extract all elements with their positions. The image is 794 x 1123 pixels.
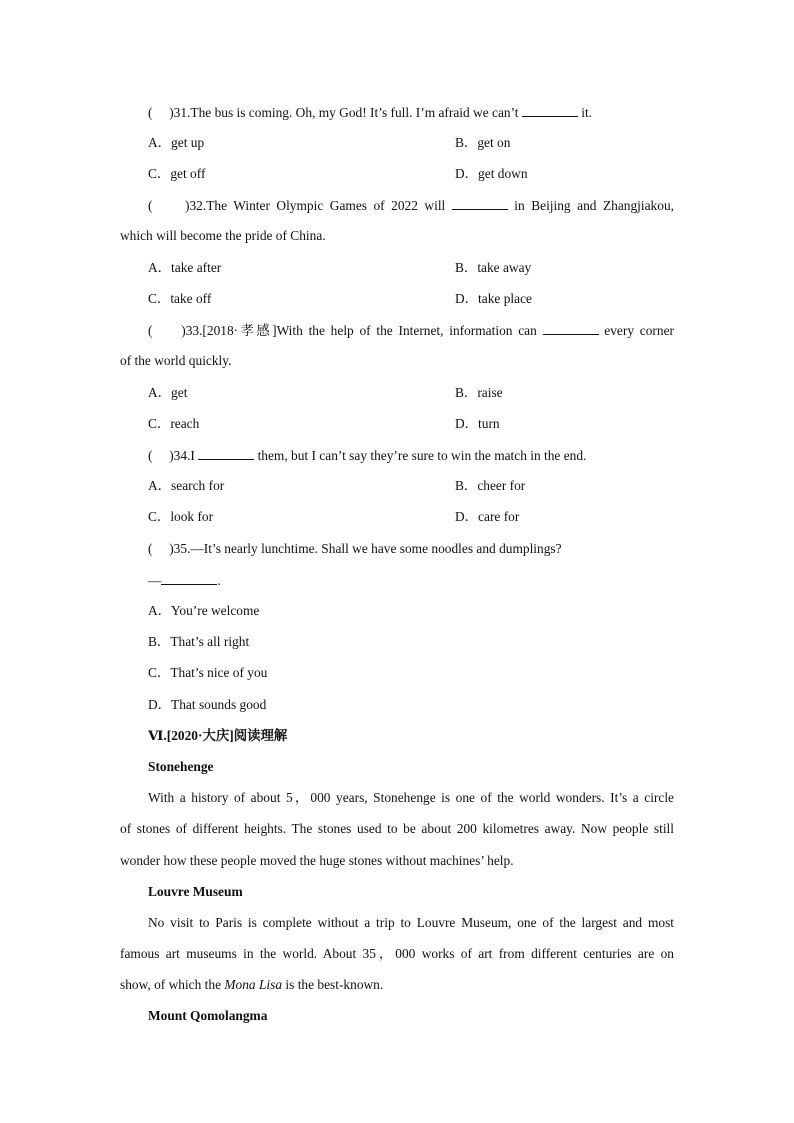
answer-blank xyxy=(161,570,217,585)
option-d: D．That sounds good xyxy=(148,697,267,712)
answer-paren: ( ) xyxy=(148,105,174,120)
option-c: C．look for xyxy=(148,509,214,524)
option-b: B．cheer for xyxy=(455,478,526,493)
answer-paren: ( ) xyxy=(148,448,174,463)
answer-paren: ( ) xyxy=(148,323,186,338)
option-a: A．get xyxy=(148,385,188,400)
question-33-stem-line2: of the world quickly. xyxy=(120,353,232,368)
question-31-stem: ( )31.The bus is coming. Oh, my God! It’s full. I’m afraid we can’t it. xyxy=(148,102,592,123)
section-heading: Ⅵ.[2020·大庆]阅读理解 xyxy=(148,728,288,743)
option-c: C．That’s nice of you xyxy=(148,665,268,680)
passage-line: show, of which the Mona Lisa is the best-known. xyxy=(120,977,384,992)
option-c: C．take off xyxy=(148,291,212,306)
passage-line: No visit to Paris is complete without a trip to Louvre Museum, one of the largest and most xyxy=(148,915,674,930)
option-b: B．take away xyxy=(455,260,532,275)
option-a: A．search for xyxy=(148,478,225,493)
option-a: A．take after xyxy=(148,260,222,275)
option-d: D．care for xyxy=(455,509,520,524)
option-c: C．reach xyxy=(148,416,200,431)
passage-line: With a history of about 5，000 years, Stonehenge is one of the world wonders. It’s a circle xyxy=(148,790,674,805)
passage-title-stonehenge: Stonehenge xyxy=(148,759,214,774)
option-b: B．get on xyxy=(455,135,511,150)
answer-paren: ( ) xyxy=(148,198,190,213)
answer-blank xyxy=(543,320,599,335)
option-b: B．raise xyxy=(455,385,503,400)
answer-blank xyxy=(522,102,578,117)
question-32-stem: ( )32.The Winter Olympic Games of 2022 will in Beijing and Zhangjiakou, xyxy=(148,195,674,216)
option-b: B．That’s all right xyxy=(148,634,250,649)
answer-paren: ( ) xyxy=(148,541,174,556)
artwork-title: Mona Lisa xyxy=(224,977,283,992)
answer-blank xyxy=(452,195,508,210)
question-34-stem: ( )34.I them, but I can’t say they’re sure to win the match in the end. xyxy=(148,445,586,466)
question-35-answer-line: — . xyxy=(148,570,221,591)
option-d: D．get down xyxy=(455,166,528,181)
question-33-stem: ( )33.[2018·孝感]With the help of the Internet, information can every corner xyxy=(148,320,674,341)
passage-line: famous art museums in the world. About 35，000 works of art from different centuries are on xyxy=(120,946,674,961)
passage-title-qomolangma: Mount Qomolangma xyxy=(148,1008,268,1023)
question-35-stem: ( )35.—It’s nearly lunchtime. Shall we have some noodles and dumplings? xyxy=(148,541,562,556)
option-d: D．take place xyxy=(455,291,532,306)
passage-title-louvre: Louvre Museum xyxy=(148,884,243,899)
question-32-stem-line2: which will become the pride of China. xyxy=(120,228,326,243)
option-c: C．get off xyxy=(148,166,206,181)
answer-blank xyxy=(198,445,254,460)
passage-line: of stones of different heights. The stones used to be about 200 kilometres away. Now people still xyxy=(120,821,674,836)
passage-line: wonder how these people moved the huge stones without machines’ help. xyxy=(120,853,514,868)
option-a: A．You’re welcome xyxy=(148,603,260,618)
option-a: A．get up xyxy=(148,135,205,150)
option-d: D．turn xyxy=(455,416,500,431)
